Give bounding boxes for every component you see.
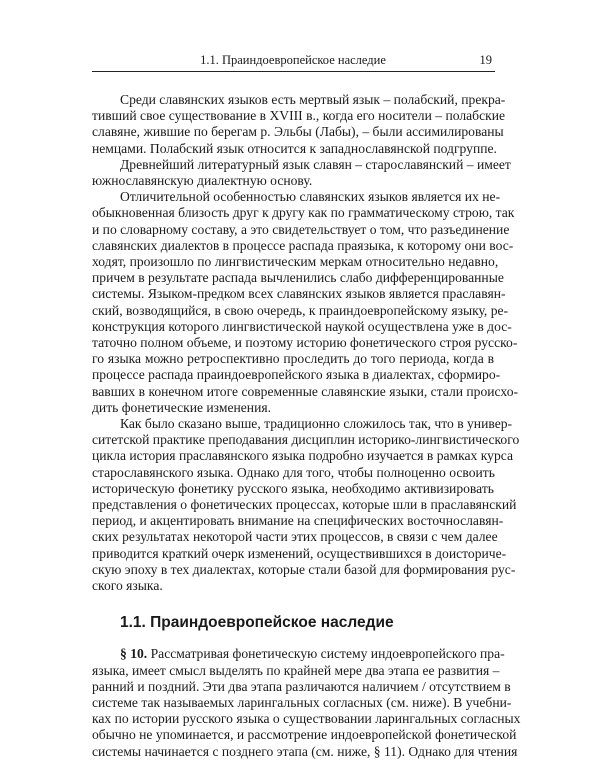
text-line: дить фонетические изменения. — [92, 399, 272, 415]
text-line: период, и акцентировать внимание на специфических восточнославян- — [92, 513, 504, 529]
text-line: ских результатах некоторой части этих процессов, в связи с чем далее — [92, 529, 498, 545]
paragraph — [92, 156, 511, 189]
running-head-title: 1.1. Праиндоевропейское наследие — [200, 53, 386, 67]
page-number: 19 — [479, 53, 492, 67]
text-line: историческую фонетику русского языка, необходимо активизировать — [92, 480, 494, 496]
paragraph — [92, 189, 519, 416]
page-body — [92, 92, 521, 760]
text-line: языка, имеет смысл выделять по крайней мере два этапа ее развития – — [92, 662, 500, 678]
text-line: славянских диалектов в процессе распада праязыка, к которому они вос- — [92, 237, 514, 253]
text-line: ситетской практике преподавания дисциплин историко-лингвистического — [92, 432, 520, 448]
text-line: го языка можно ретроспективно проследить до того периода, когда в — [92, 351, 494, 367]
text-line: вавших в конечном итоге современные славянские языки, стали происхо- — [92, 383, 519, 399]
text-line: Древнейший литературный язык славян – старославянский – имеет — [120, 156, 511, 172]
paragraph — [92, 92, 506, 157]
paragraph — [92, 416, 520, 594]
text-line: цикла история праславянского языка подробно изучается в рамках курса — [92, 448, 513, 464]
text-line: приводится краткий очерк изменений, осуществившихся в доисториче- — [92, 545, 507, 561]
text-line: немцами. Полабский язык относится к западнославянской подгруппе. — [92, 140, 497, 156]
section-paragraph — [92, 646, 521, 759]
text-line: и по словарному составу, а это свидетельствует о том, что разъединение — [92, 221, 510, 237]
text-line: Как было сказано выше, традиционно сложилось так, что в универ- — [120, 416, 513, 432]
text-line: ках по истории русского языка о существовании ларингальных согласных — [92, 711, 521, 727]
text-line: южнославянскую диалектную основу. — [92, 173, 313, 189]
text-line: ходят, произошло по лингвистическим меркам относительно недавно, — [92, 254, 499, 270]
text-line: обыкновенная близость друг к другу как по грамматическому строю, так — [92, 205, 515, 221]
text-line: скую эпоху в тех диалектах, которые стали базой для формирования рус- — [92, 561, 516, 577]
section-lines — [92, 662, 521, 760]
text-line: ский, возводящийся, в свою очередь, к праиндоевропейскому языку, ре- — [92, 302, 509, 318]
text-line: таточно полном объеме, и поэтому историю фонетического строя русско- — [92, 335, 518, 351]
text-line: старославянского языка. Однако для того, чтобы полноценно освоить — [92, 464, 495, 480]
header-rule — [92, 71, 495, 72]
text-line: представления о фонетических процессах, которые шли в праславянский — [92, 497, 517, 513]
text-line: обычно не упоминается, и рассмотрение индоевропейской фонетической — [92, 727, 517, 743]
text-line: системы начинается с позднего этапа (см. ниже, § 11). Однако для чтения — [92, 743, 518, 759]
paragraph-marker: § 10. — [120, 646, 148, 662]
text-line: Среди славянских языков есть мертвый язык – полабский, прекра- — [120, 92, 506, 107]
body-text — [92, 92, 520, 594]
text-line: тивший свое существование в XVIII в., когда его носители – полабские — [92, 108, 506, 124]
text-line: системе так называемых ларингальных согласных (см. ниже). В учебни- — [92, 694, 512, 710]
text-line-rest: Рассматривая фонетическую систему индоевропейского пра- — [150, 646, 505, 662]
text-line: Отличительной особенностью славянских языков является их не- — [120, 189, 501, 205]
text-line: конструкция которого лингвистической наукой осуществлена уже в дос- — [92, 318, 512, 334]
text-line: процессе распада праиндоевропейского языка в диалектах, сформиро- — [92, 367, 501, 383]
text-line: ского языка. — [92, 578, 163, 594]
text-line: причем в результате распада вычленились слабо дифференцированные — [92, 270, 504, 286]
text-line — [92, 646, 505, 662]
text-line: славяне, жившие по берегам р. Эльбы (Лабы), – были ассимилированы — [92, 124, 504, 140]
running-head — [92, 53, 494, 70]
section-heading: 1.1. Праиндоевропейское наследие — [120, 614, 394, 632]
text-line: ранний и поздний. Эти два этапа различаются наличием / отсутствием в — [92, 678, 511, 694]
text-line: системы. Языком-предком всех славянских языков является праславян- — [92, 286, 506, 302]
